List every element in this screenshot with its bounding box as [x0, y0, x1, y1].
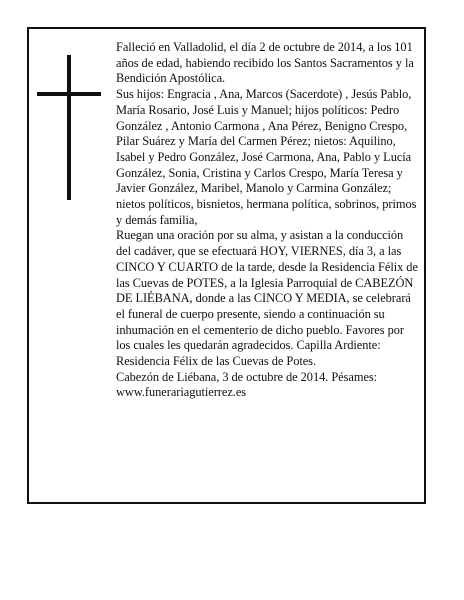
cross-icon	[37, 55, 101, 200]
funeral-details: Ruegan una oración por su alma, y asistan a la conducción del cadáver, que se efectuará HOY, VIERNES, día 3, a las CINCO Y CUARTO de la tarde, desde la Residencia Félix de las Cuevas de POTES, a la Iglesia Parroquial de CABEZÓN DE LIÉBANA, donde a las CINCO Y MEDIA, se celebrará el funeral de cuerpo presente, siendo a continuación su inhumación en el cementerio de dicho pueblo. Favores por los cuales les quedarán agradecidos. Capilla Ardiente: Residencia Félix de las Cuevas de Potes.	[116, 228, 418, 369]
death-announcement: Falleció en Valladolid, el día 2 de octubre de 2014, a los 101 años de edad, habiendo recibido los Santos Sacramentos y la Bendición Apostólica.	[116, 40, 414, 86]
place-date-condolences: Cabezón de Liébana, 3 de octubre de 2014. Pésames: www.funerariagutierrez.es	[116, 369, 378, 400]
obituary-text	[116, 40, 420, 401]
cross-vertical-bar	[67, 55, 71, 200]
obituary-frame	[27, 27, 426, 504]
cross-horizontal-bar	[37, 92, 101, 96]
family-list: Sus hijos: Engracia , Ana, Marcos (Sacerdote) , Jesús Pablo, María Rosario, José Luis y Manuel; hijos políticos: Pedro González , Antonio Carmona , Ana Pérez, Benigno Crespo, Pilar Suárez y María del Carmen Pérez; nietos: Aquilino, Isabel y Pedro González, José Carmona, Ana, Pablo y Lucía González, Sonia, Cristina y Carlos Crespo, María Teresa y Javier González, Maribel, Manolo y Carmina González; nietos políticos, bisnietos, hermana política, sobrinos, primos y demás familia,	[116, 87, 417, 227]
